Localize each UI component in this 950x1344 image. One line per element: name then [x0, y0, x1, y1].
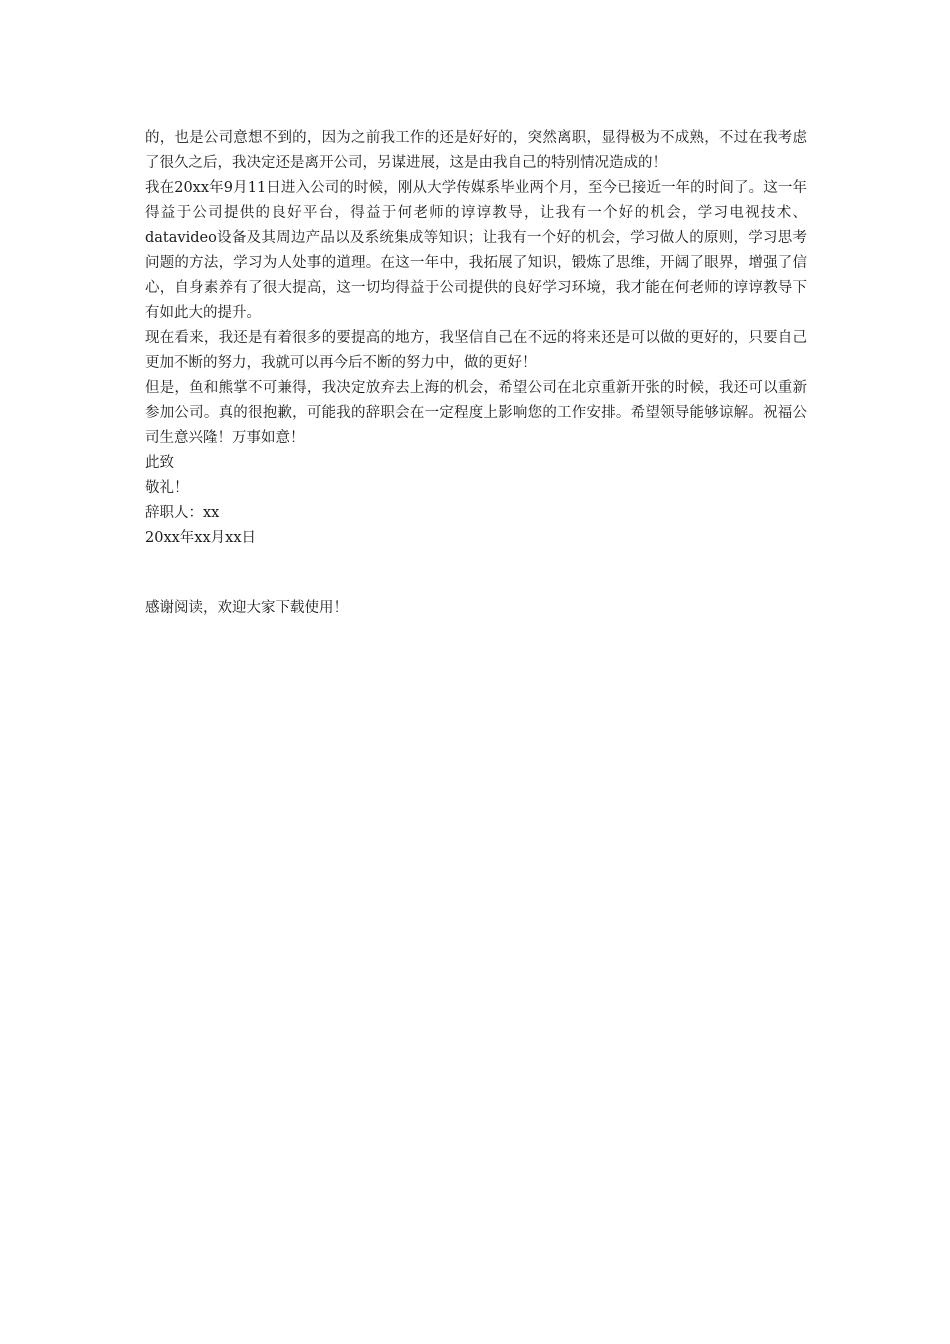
closing-line: 此致 — [145, 455, 174, 471]
blank-space — [145, 551, 807, 596]
signature-line: 辞职人：xx — [145, 505, 220, 521]
salute-line: 敬礼！ — [145, 480, 189, 496]
document-body — [145, 126, 807, 621]
body-paragraph-2: 我在20xx年9月11日进入公司的时候，刚从大学传媒系毕业两个月，至今已接近一年的时间了。这一年得益于公司提供的良好平台，得益于何老师的谆谆教导，让我有一个好的机会，学习电视技术、datavideo设备及其周边产品以及系统集成等知识；让我有一个好的机会，学习做人的原则，学习思考问题的方法，学习为人处事的道理。在这一年中，我拓展了知识，锻炼了思维，开阔了眼界，增强了信心，自身素养有了很大提高，这一切均得益于公司提供的良好学习环境，我才能在何老师的谆谆教导下有如此大的提升。 — [145, 180, 807, 321]
body-paragraph-1: 的，也是公司意想不到的，因为之前我工作的还是好好的，突然离职，显得极为不成熟，不过在我考虑了很久之后，我决定还是离开公司，另谋进展，这是由我自己的特别情况造成的！ — [145, 130, 807, 171]
footer-note: 感谢阅读，欢迎大家下载使用！ — [145, 600, 348, 616]
body-paragraph-4: 但是，鱼和熊掌不可兼得，我决定放弃去上海的机会，希望公司在北京重新开张的时候，我还可以重新参加公司。真的很抱歉，可能我的辞职会在一定程度上影响您的工作安排。希望领导能够谅解。祝福公司生意兴隆！万事如意！ — [145, 380, 807, 446]
date-line: 20xx年xx月xx日 — [145, 530, 257, 546]
body-paragraph-3: 现在看来，我还是有着很多的要提高的地方，我坚信自己在不远的将来还是可以做的更好的，只要自己更加不断的努力，我就可以再今后不断的努力中，做的更好！ — [145, 330, 807, 371]
